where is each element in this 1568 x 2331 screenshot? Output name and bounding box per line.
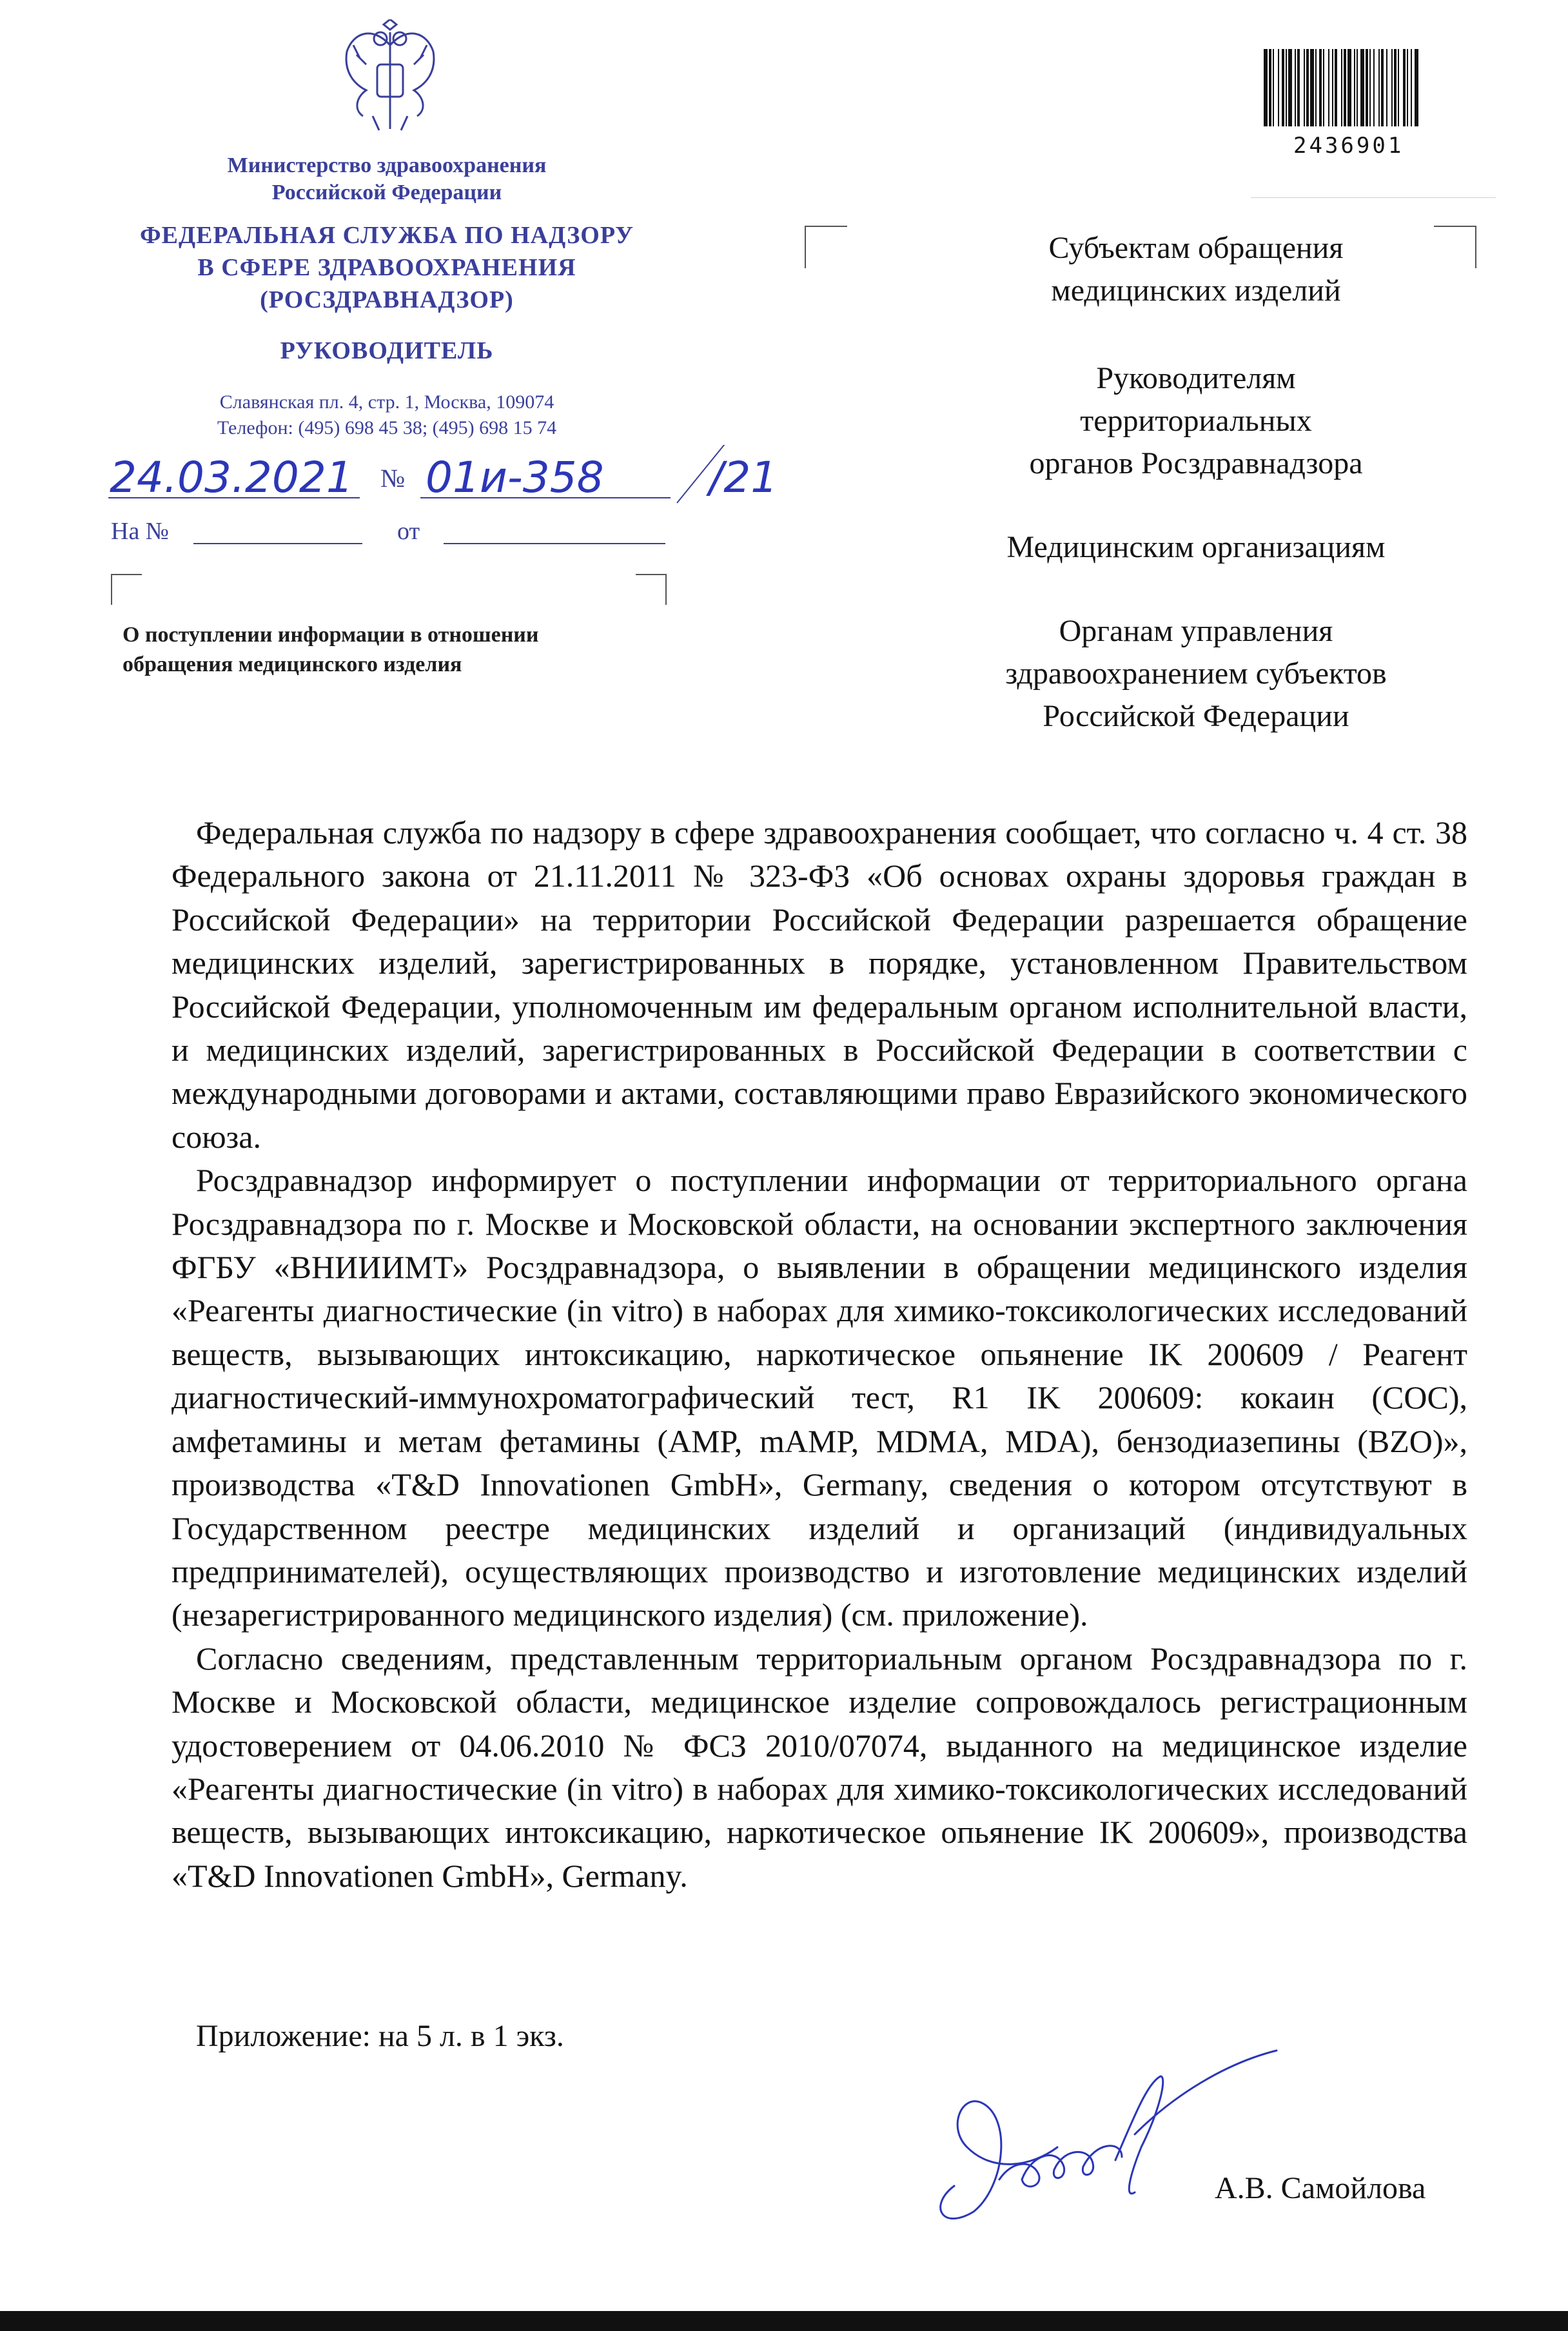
reply-number-blank bbox=[193, 543, 362, 544]
address-line: Славянская пл. 4, стр. 1, Москва, 109074 bbox=[219, 391, 554, 413]
subject-line: О поступлении информации в отношении bbox=[122, 623, 539, 647]
addressee-corner-left bbox=[805, 226, 847, 268]
service-name bbox=[77, 219, 696, 316]
service-line: В СФЕРЕ ЗДРАВООХРАНЕНИЯ bbox=[197, 254, 576, 281]
addressee-line: Руководителям bbox=[1096, 361, 1296, 395]
body-paragraph: Федеральная служба по надзору в сфере здравоохранения сообщает, что согласно ч. 4 ст. 38 Федерального закона от 21.11.2011 № 323-ФЗ «Об основах охраны здоровья граждан в Российской Федерации» на территории Российской Федерации разрешается обращение медицинских изделий, зарегистрированных в порядке, установленном Правительством Российской Федерации, уполномоченным им федеральным органом исполнительной власти, и медицинских изделий, зарегистрированных в Российской Федерации в соответствии с международными договорами и актами, составляющими право Евразийского экономического союза. bbox=[172, 814, 1467, 1155]
barcode-number: 2436901 bbox=[1293, 133, 1404, 159]
addressee-4 bbox=[890, 610, 1502, 738]
service-line: (РОСЗДРАВНАДЗОР) bbox=[260, 286, 514, 313]
address-block bbox=[77, 389, 696, 441]
reply-number-label: На № bbox=[111, 518, 170, 545]
registration-number-label: № bbox=[380, 464, 406, 493]
attachment-note: Приложение: на 5 л. в 1 экз. bbox=[196, 2019, 564, 2053]
barcode bbox=[1264, 49, 1457, 139]
coat-of-arms-emblem bbox=[340, 19, 440, 137]
registration-date: 24.03.2021 bbox=[110, 453, 353, 502]
addressee-line: Органам управления bbox=[1059, 614, 1333, 648]
addressee-line: Субъектам обращения bbox=[1048, 231, 1344, 265]
signer-name: А.В. Самойлова bbox=[1215, 2171, 1426, 2205]
registration-number-suffix: /21 bbox=[709, 453, 778, 502]
subject-corner-right bbox=[636, 574, 667, 605]
service-line: ФЕДЕРАЛЬНАЯ СЛУЖБА ПО НАДЗОРУ bbox=[140, 222, 634, 249]
addressee-1 bbox=[890, 227, 1502, 312]
addressee-line: органов Росздравнадзора bbox=[1029, 446, 1363, 480]
reply-from-label: от bbox=[397, 518, 420, 545]
addressee-line: здравоохранением субъектов bbox=[1005, 656, 1387, 691]
registration-number: 01и-358 bbox=[426, 453, 604, 502]
addressee-line: Российской Федерации bbox=[1043, 699, 1349, 733]
addressee-2 bbox=[890, 357, 1502, 485]
body-paragraph: Согласно сведениям, представленным территориальным органом Росздравнадзора по г. Москве и Московской области, медицинское изделие сопровождалось регистрационным удостоверением от 04.06.2010 № ФСЗ 2010/07074, выданного на медицинское изделие «Реагенты диагностические (in vitro) в наборах для химико-токсикологических исследований веществ, вызывающих интоксикацию, наркотическое опьянение IK 200609», производства «T&D Innovationen GmbH», Germany. bbox=[172, 1640, 1467, 1894]
addressee-3 bbox=[890, 526, 1502, 569]
subject-line: обращения медицинского изделия bbox=[122, 653, 462, 676]
address-line: Телефон: (495) 698 45 38; (495) 698 15 74 bbox=[217, 417, 557, 438]
body-paragraph: Росздравнадзор информирует о поступлении информации от территориального органа Росздравнадзора по г. Москве и Московской области, на основании экспертного заключения ФГБУ «ВНИИИМТ» Росздравнадзора, о выявлении в обращении медицинского изделия «Реагенты диагностические (in vitro) в наборах для химико-токсикологических исследований веществ, вызывающих интоксикацию, наркотическое опьянение IK 200609 / Реагент диагностический-иммунохроматографический тест, R1 IK 200609: кокаин (COC), амфетамины и метам фетамины (AMP, mAMP, MDMA, MDA), бензодиазепины (BZO)», производства «T&D Innovationen GmbH», Germany, сведения о котором отсутствуют в Государственном реестре медицинских изделий и организаций (индивидуальных предпринимателей), осуществляющих производство и изготовление медицинских изделий (незарегистрированного медицинского изделия) (см. приложение). bbox=[172, 1162, 1467, 1633]
ministry-name bbox=[77, 152, 696, 206]
addressee-line: Медицинским организациям bbox=[1006, 530, 1386, 564]
ministry-line: Министерство здравоохранения bbox=[227, 153, 547, 177]
addressee-line: территориальных bbox=[1080, 404, 1312, 438]
barcode-rule bbox=[1251, 197, 1496, 198]
reply-from-blank bbox=[444, 543, 665, 544]
subject-corner-left bbox=[111, 574, 142, 605]
letter-body bbox=[172, 811, 1467, 1898]
scan-edge-bar bbox=[0, 2311, 1568, 2331]
head-title: РУКОВОДИТЕЛЬ bbox=[280, 337, 494, 364]
letter-subject bbox=[122, 620, 538, 680]
addressee-line: медицинских изделий bbox=[1051, 273, 1341, 308]
ministry-line: Российской Федерации bbox=[271, 181, 502, 204]
